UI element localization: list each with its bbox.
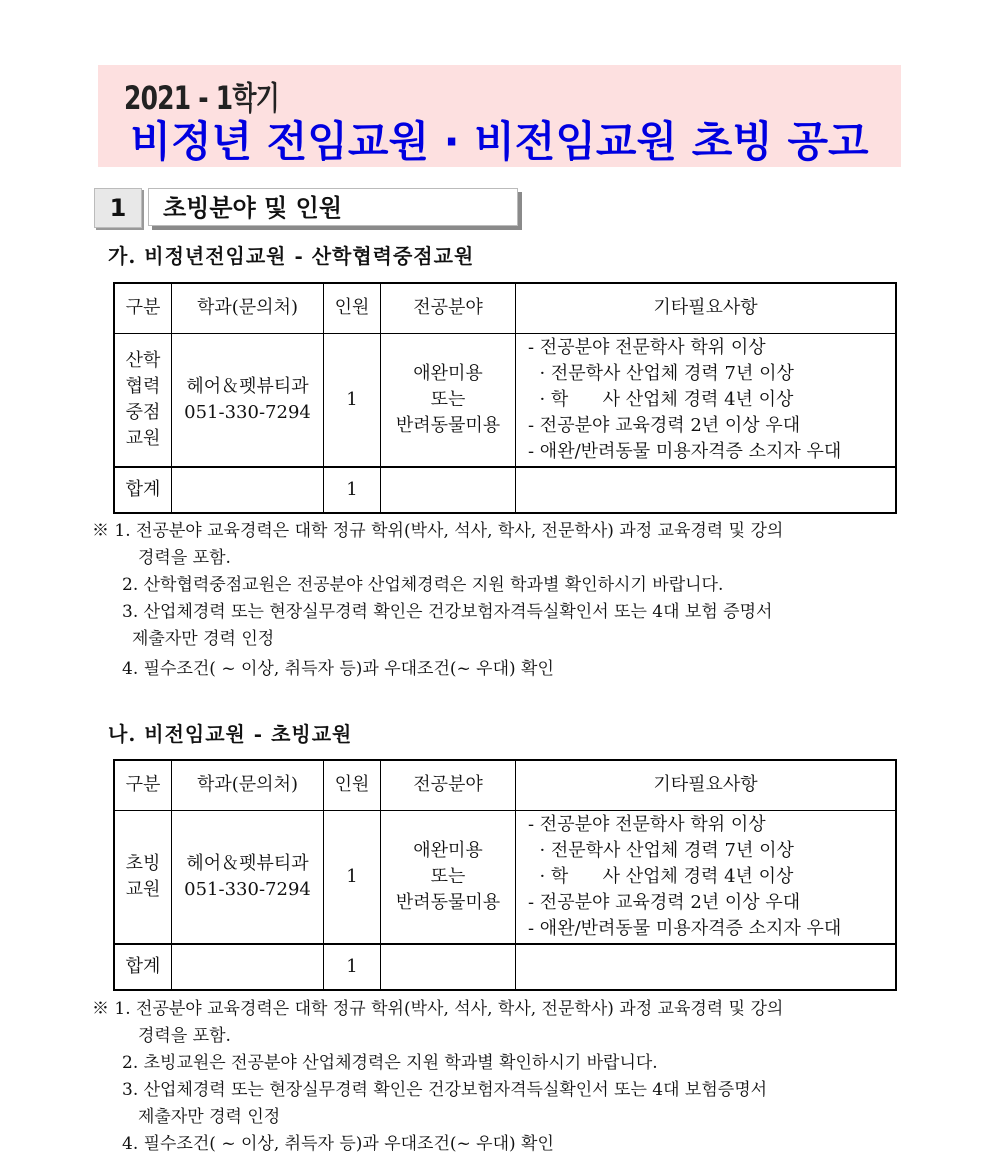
col-header: 전공분야 [381,283,516,333]
empty-cell [172,467,324,513]
part-b-heading: 나. 비전임교원 - 초빙교원 [108,722,353,746]
part-a-heading: 가. 비정년전임교원 - 산학협력중점교원 [108,244,475,268]
field-line: 애완미용 [413,839,483,861]
requirement-line: · 전문학사 산업체 경력 7년 이상 [528,362,794,384]
empty-cell [381,467,516,513]
note-line: 2. 초빙교원은 전공분야 산업체경력은 지원 학과별 확인하시기 바랍니다. [122,1053,658,1073]
col-header: 기타필요사항 [516,283,897,333]
col-header: 인원 [324,760,381,810]
note-line: ※ 1. 전공분야 교육경력은 대학 정규 학위(박사, 석사, 학사, 전문학사) 과정 교육경력 및 강의 [92,521,784,541]
field-line: 애완미용 [413,362,483,384]
dept-name: 헤어＆펫뷰티과 [186,852,309,874]
dept-phone: 051-330-7294 [184,878,311,900]
dept-phone: 051-330-7294 [184,401,311,423]
field-cell [381,810,516,944]
note-line: ※ 1. 전공분야 교육경력은 대학 정규 학위(박사, 석사, 학사, 전문학사) 과정 교육경력 및 강의 [92,999,784,1019]
requirement-line: - 애완/반려동물 미용자격증 소지자 우대 [528,917,842,939]
note-line: 4. 필수조건( ~ 이상, 취득자 등)과 우대조건(~ 우대) 확인 [122,659,554,679]
field-line: 또는 [430,865,466,887]
total-label: 합계 [114,467,172,513]
col-header: 전공분야 [381,760,516,810]
semester-label: 2021 - 1학기 [124,79,280,117]
table-row [114,810,896,944]
total-row [114,944,896,990]
page-title: 비정년 전임교원 · 비전임교원 초빙 공고 [130,117,869,166]
requirement-line: · 학 사 산업체 경력 4년 이상 [528,865,794,887]
col-header: 학과(문의처) [172,283,324,333]
count-cell: 1 [324,810,381,944]
section-heading [94,186,524,232]
part-a-table [113,282,897,514]
col-header: 학과(문의처) [172,760,324,810]
note-line: 경력을 포함. [138,548,231,568]
note-line: 제출자만 경력 인정 [132,629,275,649]
part-b-notes [92,996,902,1158]
note-line: 3. 산업체경력 또는 현장실무경력 확인은 건강보험자격득실확인서 또는 4대 보험증명서 [122,1080,768,1100]
dept-cell [172,333,324,467]
empty-cell [381,944,516,990]
empty-cell [516,944,897,990]
category-cell: 초빙 교원 [114,810,172,944]
requirement-line: - 전공분야 교육경력 2년 이상 우대 [528,414,801,436]
requirements-cell [516,333,897,467]
col-header: 인원 [324,283,381,333]
note-line: 경력을 포함. [138,1026,231,1046]
requirement-line: - 전공분야 전문학사 학위 이상 [528,813,766,835]
field-line: 반려동물미용 [395,891,501,913]
field-cell [381,333,516,467]
requirements-cell [516,810,897,944]
note-line: 제출자만 경력 인정 [138,1107,281,1127]
requirement-line: - 전공분야 전문학사 학위 이상 [528,336,766,358]
field-line: 또는 [430,388,466,410]
requirement-line: · 전문학사 산업체 경력 7년 이상 [528,839,794,861]
part-b-table [113,759,897,991]
total-count: 1 [324,944,381,990]
requirement-line: - 애완/반려동물 미용자격증 소지자 우대 [528,440,842,462]
section-title: 초빙분야 및 인원 [148,188,518,226]
requirement-line: - 전공분야 교육경력 2년 이상 우대 [528,891,801,913]
col-header: 구분 [114,760,172,810]
field-line: 반려동물미용 [395,414,501,436]
total-label: 합계 [114,944,172,990]
dept-name: 헤어＆펫뷰티과 [186,375,309,397]
table-row [114,333,896,467]
col-header: 기타필요사항 [516,760,897,810]
total-count: 1 [324,467,381,513]
category-cell: 산학 협력 중점 교원 [114,333,172,467]
count-cell: 1 [324,333,381,467]
part-a-notes [92,518,902,683]
requirement-line: · 학 사 산업체 경력 4년 이상 [528,388,794,410]
table-header-row [114,283,896,333]
title-banner [98,65,901,167]
total-row [114,467,896,513]
empty-cell [172,944,324,990]
table-header-row [114,760,896,810]
note-line: 2. 산학협력중점교원은 전공분야 산업체경력은 지원 학과별 확인하시기 바랍니다. [122,575,724,595]
note-line: 3. 산업체경력 또는 현장실무경력 확인은 건강보험자격득실확인서 또는 4대 보험 증명서 [122,602,773,622]
col-header: 구분 [114,283,172,333]
section-number: 1 [94,188,142,228]
note-line: 4. 필수조건( ~ 이상, 취득자 등)과 우대조건(~ 우대) 확인 [122,1134,554,1154]
empty-cell [516,467,897,513]
dept-cell [172,810,324,944]
